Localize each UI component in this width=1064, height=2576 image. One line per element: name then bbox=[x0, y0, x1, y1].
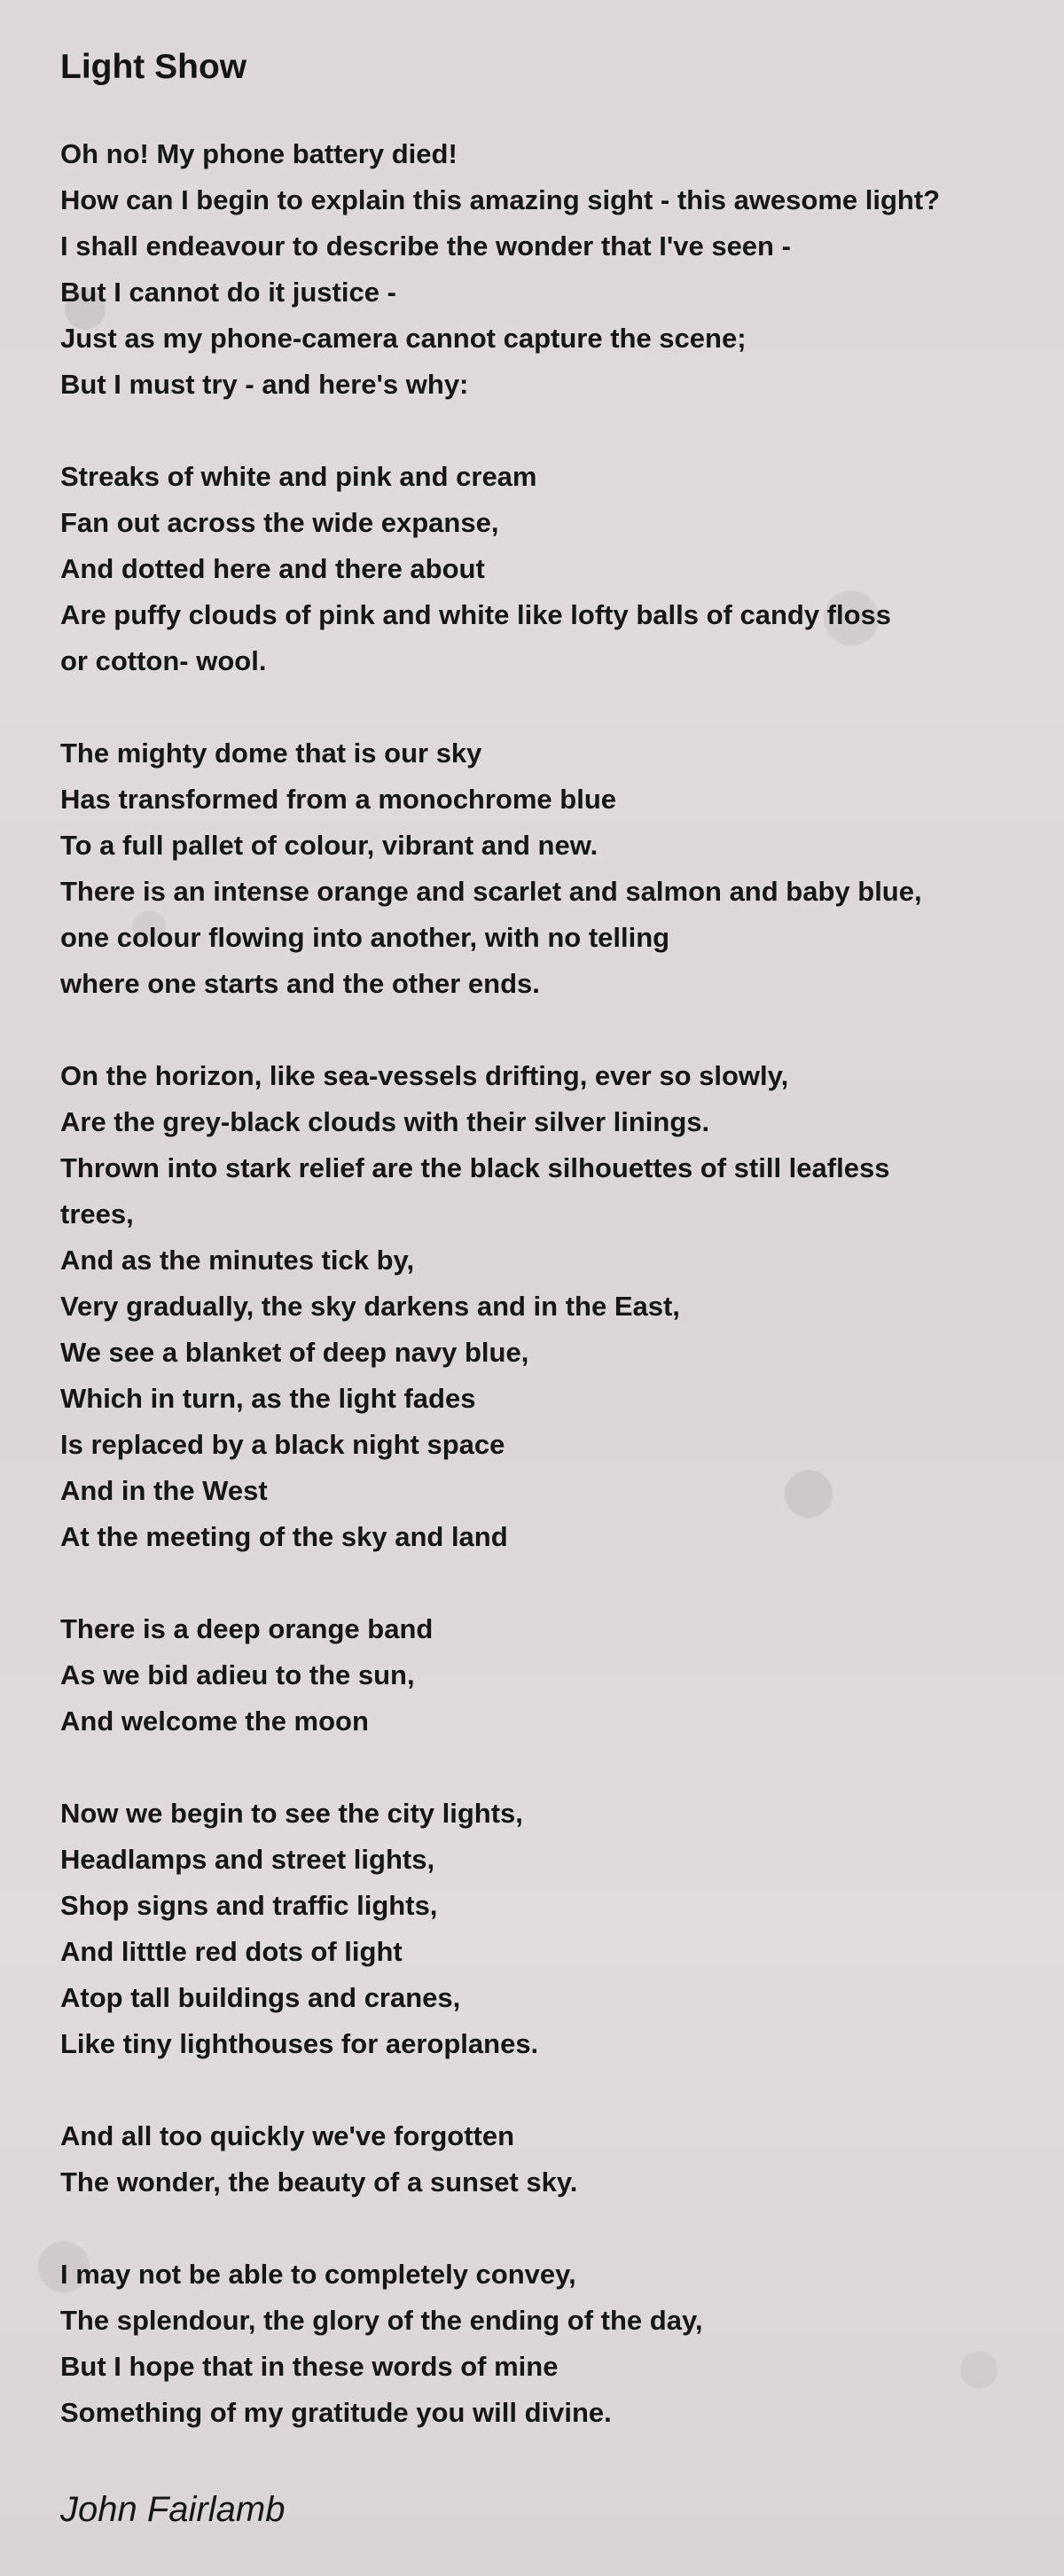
stanza bbox=[60, 1606, 1036, 1745]
poem-line: I may not be able to completely convey, bbox=[60, 2259, 576, 2290]
poem-line: Streaks of white and pink and cream bbox=[60, 461, 537, 492]
poem-line: Now we begin to see the city lights, bbox=[60, 1798, 523, 1829]
poem-line: To a full pallet of colour, vibrant and new. bbox=[60, 830, 598, 861]
poem-line: There is an intense orange and scarlet and salmon and baby blue, bbox=[60, 876, 922, 907]
poem-line: Which in turn, as the light fades bbox=[60, 1383, 476, 1414]
poem-line: Just as my phone-camera cannot capture the scene; bbox=[60, 323, 747, 354]
poem-line: There is a deep orange band bbox=[60, 1613, 434, 1644]
poem-line: Are the grey-black clouds with their silver linings. bbox=[60, 1106, 710, 1137]
stanza bbox=[60, 131, 1036, 408]
poem-author: John Fairlamb bbox=[60, 2490, 286, 2529]
poem-line: trees, bbox=[60, 1198, 134, 1229]
poem-line: But I hope that in these words of mine bbox=[60, 2351, 559, 2382]
poem-line: The wonder, the beauty of a sunset sky. bbox=[60, 2166, 578, 2197]
poem-body bbox=[60, 131, 1036, 2482]
poem-line: But I cannot do it justice - bbox=[60, 277, 396, 308]
stanza bbox=[60, 730, 1036, 1007]
poem-line: or cotton- wool. bbox=[60, 645, 267, 676]
poem-line: As we bid adieu to the sun, bbox=[60, 1659, 415, 1690]
poem-line: On the horizon, like sea-vessels drifting, ever so slowly, bbox=[60, 1060, 789, 1091]
poem-line: Like tiny lighthouses for aeroplanes. bbox=[60, 2028, 539, 2059]
stanza bbox=[60, 2252, 1036, 2436]
poem-line: Headlamps and street lights, bbox=[60, 1844, 435, 1875]
poem-line: Very gradually, the sky darkens and in the East, bbox=[60, 1291, 680, 1322]
stanza bbox=[60, 1791, 1036, 2067]
poem-line: We see a blanket of deep navy blue, bbox=[60, 1337, 529, 1368]
poem-line: And welcome the moon bbox=[60, 1706, 369, 1737]
stanza bbox=[60, 1053, 1036, 1560]
stanza bbox=[60, 454, 1036, 684]
poem-line: And dotted here and there about bbox=[60, 553, 485, 584]
stanza bbox=[60, 2113, 1036, 2205]
poem-line: The mighty dome that is our sky bbox=[60, 738, 482, 769]
poem-line: And as the minutes tick by, bbox=[60, 1245, 415, 1276]
poem-line: one colour flowing into another, with no telling bbox=[60, 922, 670, 953]
poem-line: The splendour, the glory of the ending of the day, bbox=[60, 2305, 703, 2336]
poem-line: where one starts and the other ends. bbox=[60, 968, 540, 999]
poem-line: Atop tall buildings and cranes, bbox=[60, 1982, 461, 2013]
poem-line: Oh no! My phone battery died! bbox=[60, 138, 458, 169]
poem-line: Is replaced by a black night space bbox=[60, 1429, 505, 1460]
poem-line: Are puffy clouds of pink and white like lofty balls of candy floss bbox=[60, 599, 892, 630]
poem-line: But I must try - and here's why: bbox=[60, 369, 469, 400]
poem-line: And in the West bbox=[60, 1475, 268, 1506]
poem-line: And litttle red dots of light bbox=[60, 1936, 403, 1967]
poem-line: Has transformed from a monochrome blue bbox=[60, 784, 617, 815]
poem-line: At the meeting of the sky and land bbox=[60, 1521, 508, 1552]
poem-title: Light Show bbox=[60, 48, 247, 86]
poem-line: Thrown into stark relief are the black silhouettes of still leafless bbox=[60, 1152, 890, 1183]
poem-line: Shop signs and traffic lights, bbox=[60, 1890, 438, 1921]
poem-line: And all too quickly we've forgotten bbox=[60, 2120, 515, 2151]
poem-line: Something of my gratitude you will divine. bbox=[60, 2397, 612, 2428]
poem-line: I shall endeavour to describe the wonder that I've seen - bbox=[60, 230, 791, 262]
poem-line: How can I begin to explain this amazing sight - this awesome light? bbox=[60, 184, 941, 215]
poem-line: Fan out across the wide expanse, bbox=[60, 507, 499, 538]
